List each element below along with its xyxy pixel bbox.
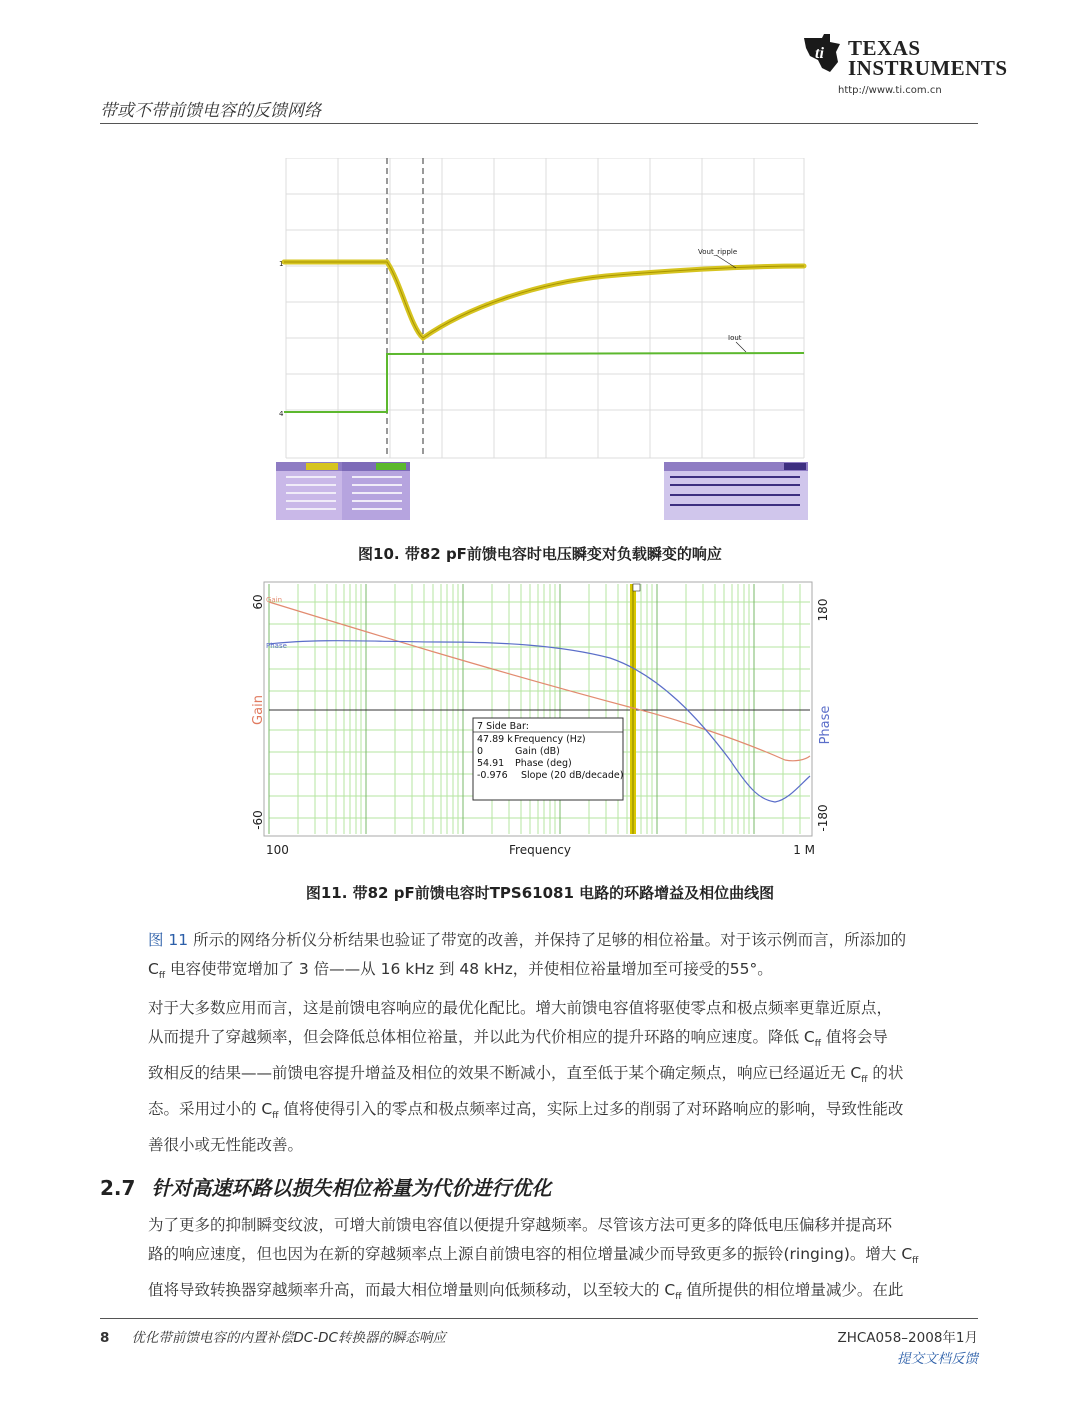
svg-text:4: 4 — [279, 410, 284, 418]
logo-line2: INSTRUMENTS — [848, 56, 1008, 80]
info-row-label: Frequency (Hz) — [514, 734, 586, 745]
x-end-tick: 1 M — [793, 843, 815, 857]
paragraph-2: 对于大多数应用而言，这是前馈电容响应的最优化配比。增大前馈电容值将驱使零点和极点频率更靠近原点， 从而提升了穿越频率，但会降低总体相位裕量，并以此为代价相应的提升环路的响应速度。降低 $C_{ff}$ 值将会导 致相反的结果——前馈电容提升增益及相位的效果不断减小，直至低于某个确定频点，响应已经逼近无 $C_{ff}$ 的状 态。采用过小的 $C_{ff}$ 值将使得引入的零点和极点频率过高，实际上过多的削弱了对环路响应的影响，导致性能改 善很小或无性能改善。 — [148, 999, 904, 1155]
ti-logo-wordmark — [848, 38, 1008, 78]
y-left-top-tick: 60 — [251, 594, 265, 610]
svg-text:ti: ti — [815, 45, 824, 62]
x-start-tick: 100 — [266, 843, 289, 857]
x-axis-label: Frequency — [509, 843, 571, 857]
y-right-axis-label: Phase — [818, 705, 833, 745]
header-title: 带或不带前馈电容的反馈网络 — [100, 101, 321, 121]
info-row-label: Gain (dB) — [515, 746, 560, 757]
section-heading — [100, 1172, 551, 1201]
paragraph-1: 图 11 所示的网络分析仪分析结果也验证了带宽的改善，并保持了足够的相位裕量。对于该示例而言，所添加的 $C_{ff}$ 电容使带宽增加了 3 倍——从 16 kHz 到 48 kHz，并使相位裕量增加至可接受的55°。 — [148, 931, 907, 982]
info-row-value: 47.89 k — [477, 734, 513, 745]
figure10-oscilloscope — [276, 158, 816, 520]
figure11-link[interactable]: 图 11 — [148, 931, 189, 949]
page-number: 8 — [100, 1330, 110, 1346]
footer-doc-title: 优化带前馈电容的内置补偿DC-DC转换器的瞬态响应 — [131, 1330, 446, 1346]
footer-left — [100, 1326, 446, 1346]
info-box-title: 7 Side Bar: — [477, 721, 529, 732]
info-row-value: 0 — [477, 746, 484, 757]
figure10-caption: 图10. 带82 pF前馈电容时电压瞬变对负载瞬变的响应 — [358, 545, 722, 563]
info-row-value: -0.976 — [477, 770, 508, 781]
svg-text:1: 1 — [279, 260, 284, 268]
ti-logo-icon — [800, 32, 844, 74]
footer-doc-id: ZHCA058–2008年1月 — [837, 1330, 978, 1346]
header-divider — [100, 123, 978, 124]
trace-label-iout: Iout — [728, 334, 742, 342]
feedback-link[interactable]: 提交文档反馈 — [897, 1351, 978, 1367]
footer-divider — [100, 1318, 978, 1319]
info-row-value: 54.91 — [477, 758, 505, 769]
header-url[interactable]: http://www.ti.com.cn — [838, 85, 942, 96]
figure11-bode-plot — [240, 580, 840, 862]
section-title: 针对高速环路以损失相位裕量为代价进行优化 — [151, 1176, 552, 1200]
y-left-bottom-tick: -60 — [251, 810, 265, 830]
info-row-label: Slope (20 dB/decade) — [521, 770, 624, 781]
logo-line1: TEXAS — [848, 36, 921, 60]
cursor-info-box — [473, 718, 623, 800]
svg-text:Gain: Gain — [266, 596, 283, 604]
svg-text:Phase: Phase — [266, 642, 287, 650]
section-number: 2.7 — [100, 1176, 136, 1200]
figure11-caption: 图11. 带82 pF前馈电容时TPS61081 电路的环路增益及相位曲线图 — [305, 884, 775, 902]
paragraph-3: 为了更多的抑制瞬变纹波，可增大前馈电容值以便提升穿越频率。尽管该方法可更多的降低电压偏移并提高环 路的响应速度，但也因为在新的穿越频率点上源自前馈电容的相位增量减少而导致更多的振铃(ringing)。增大 $C_{ff}$ 值将导致转换器穿越频率升高，而最大相位增量则向低频移动，以至较大的 $C_{ff}$ 值所提供的相位增量减少。在此 — [148, 1216, 919, 1303]
y-right-top-tick: 180 — [816, 598, 830, 622]
info-row-label: Phase (deg) — [515, 758, 572, 769]
trace-label-vout: Vout_ripple — [698, 248, 738, 256]
y-right-bottom-tick: -180 — [816, 804, 830, 832]
y-left-axis-label: Gain — [251, 695, 266, 725]
